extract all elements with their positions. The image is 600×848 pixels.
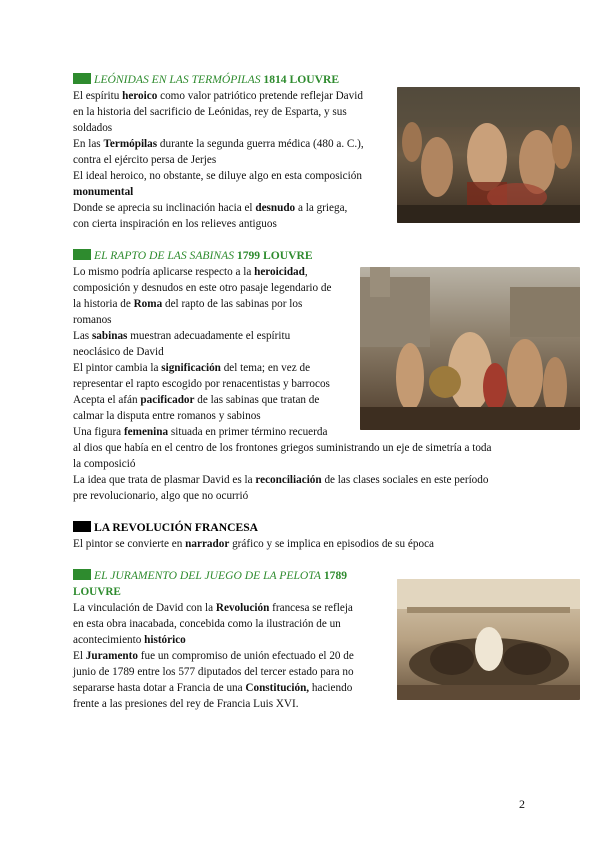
painting-leonidas-image [397, 87, 580, 223]
text-line: El pintor cambia la significación del tema; en vez de [73, 362, 311, 374]
text-line: composición y desnudos en este otro pasaje legendario de [73, 282, 332, 294]
green-square-marker [73, 569, 91, 580]
text-line: Lo mismo podría aplicarse respecto a la heroicidad, [73, 266, 308, 278]
text-line: La idea que trata de plasmar David es la reconciliación de las clases sociales en este período [73, 474, 489, 486]
text-line: con cierta inspiración en los relieves antiguos [73, 218, 277, 230]
heading-juramento-museum: LOUVRE [73, 586, 121, 598]
text-line: neoclásico de David [73, 346, 164, 358]
section-leonidas [73, 72, 364, 232]
text-line: soldados [73, 122, 113, 134]
text-line: la historia de Roma del rapto de las sabinas por los [73, 298, 303, 310]
section-juramento [73, 568, 354, 712]
text-line: Donde se aprecia su inclinación hacia el desnudo a la griega, [73, 202, 348, 214]
text-line: La vinculación de David con la Revolución francesa se refleja [73, 602, 353, 614]
text-line: acontecimiento histórico [73, 634, 186, 646]
black-square-marker [73, 521, 91, 532]
text-line: El espíritu heroico como valor patriótico pretende reflejar David [73, 90, 363, 102]
text-line: Acepta el afán pacificador de las sabinas que tratan de [73, 394, 320, 406]
heading-juramento: EL JURAMENTO DEL JUEGO DE LA PELOTA 1789 [73, 568, 354, 584]
text-line: monumental [73, 186, 134, 198]
text-line: El Juramento fue un compromiso de unión efectuado el 20 de [73, 650, 354, 662]
text-line: frente a las presiones del rey de Francia Luis XVI. [73, 698, 299, 710]
text-line: calmar la disputa entre romanos y sabinos [73, 410, 261, 422]
text-line: En las Termópilas durante la segunda guerra médica (480 a. C.), [73, 138, 364, 150]
green-square-marker [73, 249, 91, 260]
text-line: pre revolucionario, algo que no ocurrió [73, 490, 249, 502]
text-line: Las sabinas muestran adecuadamente el espíritu [73, 330, 291, 342]
green-square-marker [73, 73, 91, 84]
text-line: El ideal heroico, no obstante, se diluye algo en esta composición [73, 170, 362, 182]
text-line: en la historia del sacrificio de Leónidas, rey de Esparta, y sus [73, 106, 347, 118]
text-line: representar el rapto escogido por renacentistas y barrocos [73, 378, 330, 390]
text-line: romanos [73, 314, 112, 326]
section-revolucion [73, 520, 434, 552]
text-line: junio de 1789 entre los 577 diputados del tercer estado para no [73, 666, 354, 678]
heading-sabinas: EL RAPTO DE LAS SABINAS 1799 LOUVRE [73, 248, 491, 264]
page-number: 2 [519, 797, 525, 811]
painting-sabinas-image [360, 267, 580, 430]
text-line: al dios que había en el centro de los frontones griegos suministrando un eje de simetría a toda [73, 442, 492, 454]
text-line: separarse hasta dotar a Francia de una Constitución, haciendo [73, 682, 353, 694]
heading-revolucion: LA REVOLUCIÓN FRANCESA [73, 520, 434, 536]
text-line: El pintor se convierte en narrador gráfico y se implica en episodios de su época [73, 538, 435, 550]
heading-leonidas: LEÓNIDAS EN LAS TERMÓPILAS 1814 LOUVRE [73, 72, 364, 88]
text-line: la composició [73, 458, 136, 470]
text-line: contra el ejército persa de Jerjes [73, 154, 217, 166]
text-line: en esta obra inacabada, concebida como la ilustración de un [73, 618, 341, 630]
text-line: Una figura femenina situada en primer término recuerda [73, 426, 328, 438]
painting-juramento-image [397, 579, 580, 700]
